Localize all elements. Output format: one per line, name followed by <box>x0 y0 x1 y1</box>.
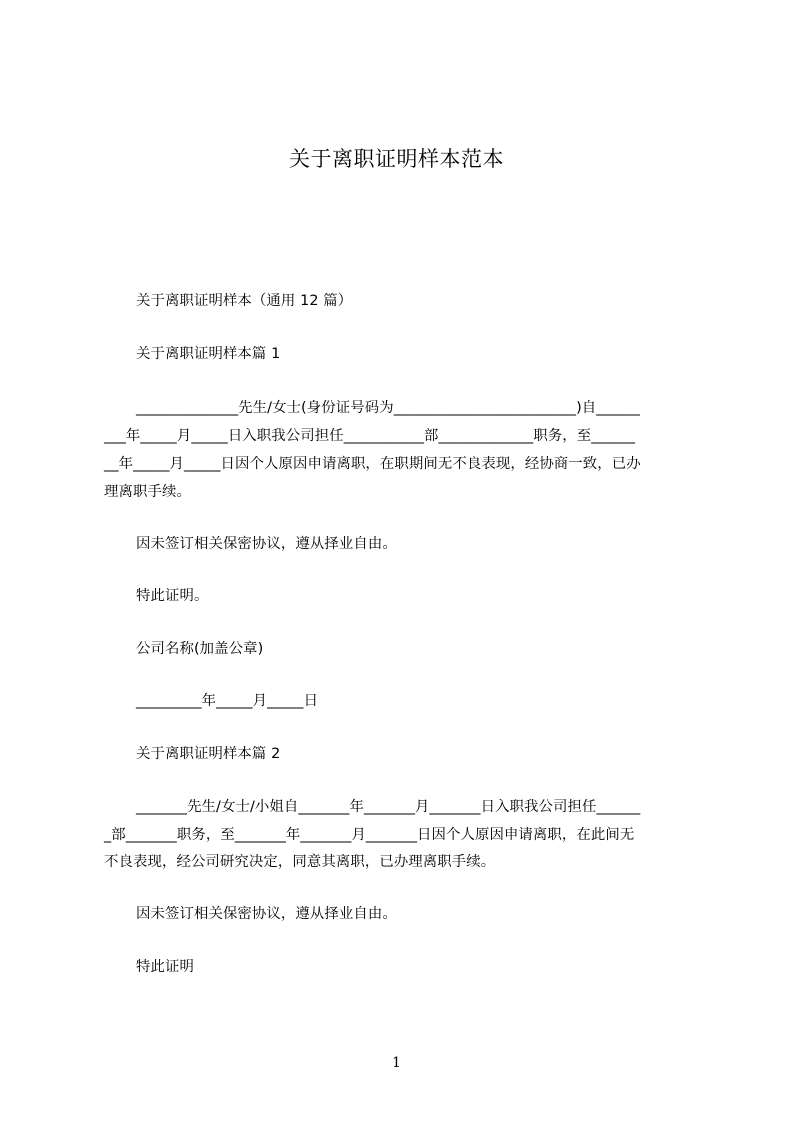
sample1-date: _________年_____月_____日 <box>136 693 319 709</box>
document-subtitle: 关于离职证明样本（通用 12 篇） <box>136 293 353 309</box>
sample2-certify: 特此证明 <box>136 959 194 975</box>
sample1-company: 公司名称(加盖公章) <box>136 641 264 657</box>
sample1-heading: 关于离职证明样本篇 1 <box>136 346 281 362</box>
document-title: 关于离职证明样本范本 <box>289 147 504 171</box>
sample1-confidentiality: 因未签订相关保密协议，遵从择业自由。 <box>136 536 397 552</box>
sample2-heading: 关于离职证明样本篇 2 <box>136 746 281 762</box>
sample2-body-line: _______先生/女士/小姐自_______年_______月_______日入职我公司担任______ <box>136 799 641 815</box>
sample2-body-line: _部_______职务，至_______年_______月_______日因个人原因申请离职，在此间无 <box>104 827 635 843</box>
sample1-body-line: ______________先生/女士(身份证号码为_________________________)自______ <box>136 400 641 416</box>
sample1-certify: 特此证明。 <box>136 588 209 604</box>
page-number: 1 <box>392 1055 401 1071</box>
sample1-body-line: __年_____月_____日因个人原因申请离职，在职期间无不良表现，经协商一致，已办 <box>104 456 641 472</box>
sample2-body-line: 不良表现，经公司研究决定，同意其离职，已办理离职手续。 <box>104 854 496 870</box>
sample1-body-line: 理离职手续。 <box>104 484 191 500</box>
sample2-confidentiality: 因未签订相关保密协议，遵从择业自由。 <box>136 906 397 922</box>
sample1-body-line: ___年_____月_____日入职我公司担任___________部_____________职务，至______ <box>104 428 636 444</box>
